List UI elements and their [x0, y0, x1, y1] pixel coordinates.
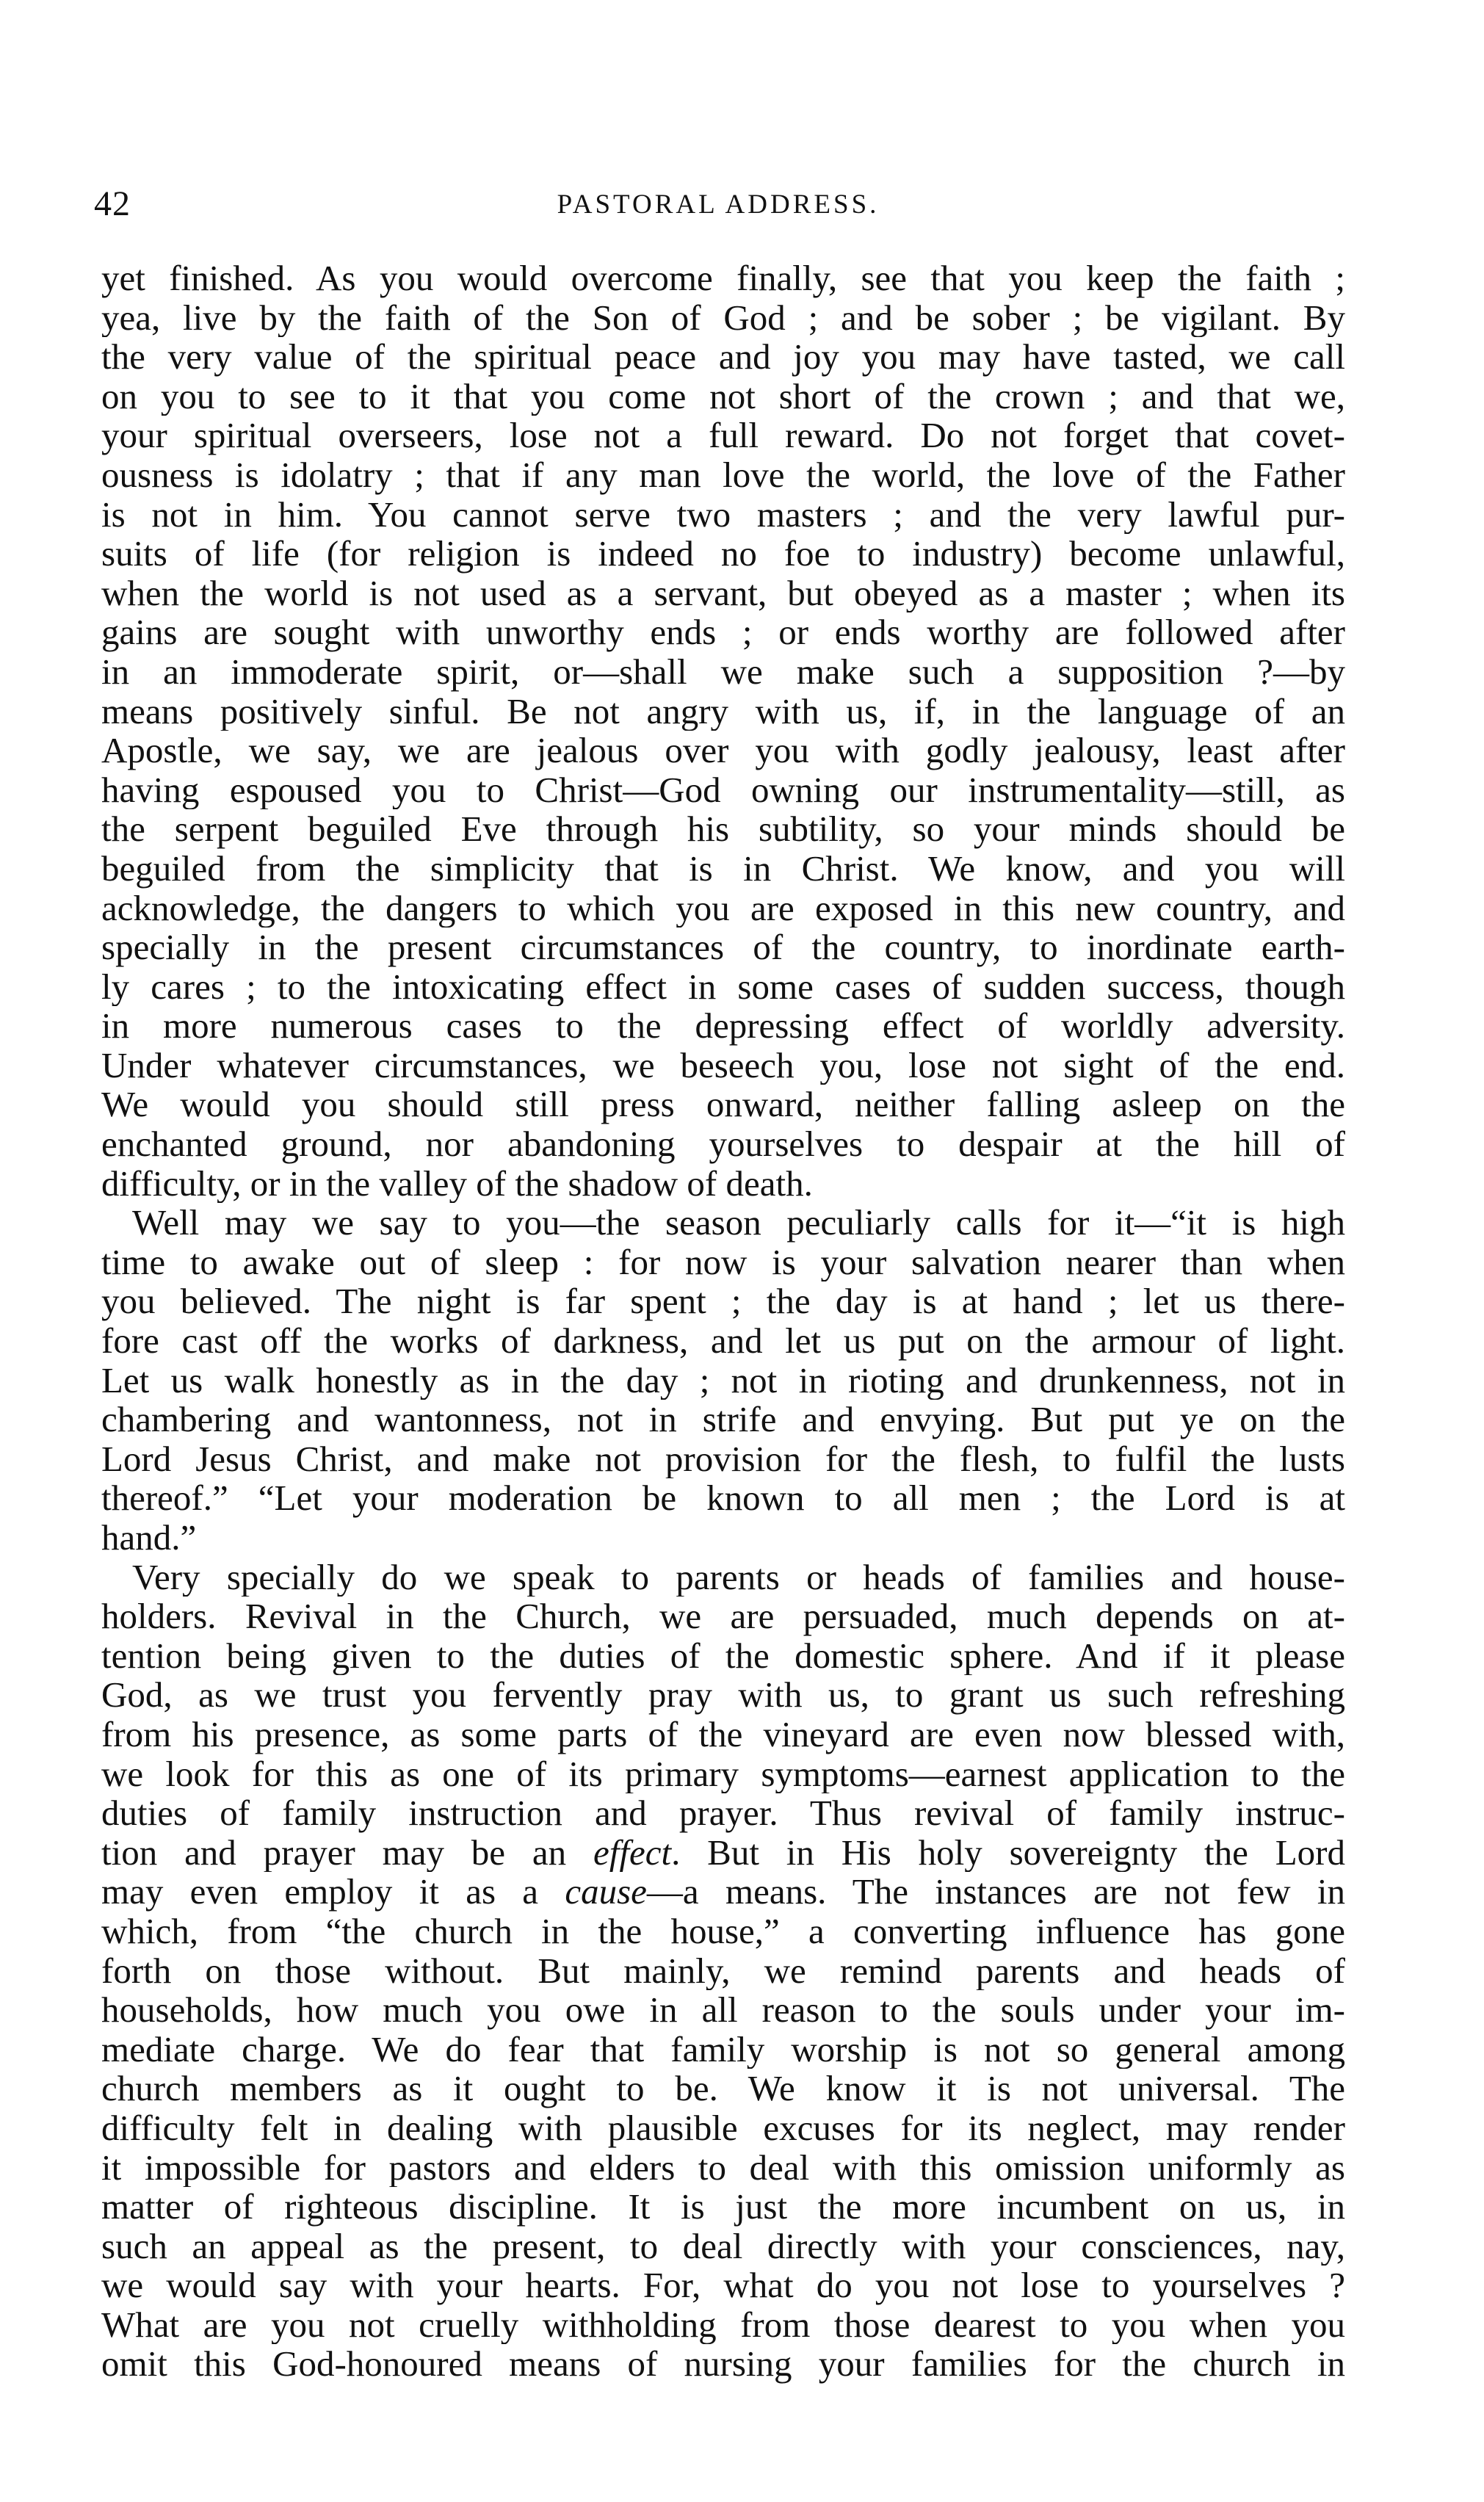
- paragraph-start-line: Well may we say to you—the season peculiarly calls for it—“it is high: [132, 1203, 1345, 1243]
- text-line: in more numerous cases to the depressing effect of worldly adversity.: [101, 1006, 1345, 1046]
- text-line: which, from “the church in the house,” a converting influence has gone: [101, 1911, 1345, 1951]
- text-line: Apostle, we say, we are jealous over you with godly jealousy, least after: [101, 731, 1345, 770]
- text-line: the serpent beguiled Eve through his subtility, so your minds should be: [101, 809, 1345, 849]
- text-line: matter of righteous discipline. It is just the more incumbent on us, in: [101, 2187, 1345, 2227]
- text-line: chambering and wantonness, not in strife and envying. But put ye on the: [101, 1400, 1345, 1439]
- text-line: you believed. The night is far spent ; the day is at hand ; let us there-: [101, 1281, 1345, 1322]
- text-line: We would you should still press onward, neither falling asleep on the: [101, 1085, 1345, 1125]
- text-line: we would say with your hearts. For, what do you not lose to yourselves ?: [101, 2266, 1345, 2305]
- text-line: omit this God-honoured means of nursing your families for the church in: [101, 2344, 1345, 2385]
- text-line: What are you not cruelly withholding from those dearest to you when you: [101, 2304, 1345, 2345]
- running-title: PASTORAL ADDRESS.: [557, 189, 880, 220]
- text-line: time to awake out of sleep : for now is your salvation nearer than when: [101, 1242, 1345, 1282]
- text-line: from his presence, as some parts of the vineyard are even now blessed with,: [101, 1714, 1345, 1754]
- text-line: the very value of the spiritual peace and joy you may have tasted, we call: [101, 337, 1345, 377]
- text-line: ly cares ; to the intoxicating effect in some cases of sudden success, though: [101, 966, 1345, 1007]
- text-line: holders. Revival in the Church, we are persuaded, much depends on at-: [101, 1597, 1345, 1636]
- text-line: gains are sought with unworthy ends ; or ends worthy are followed after: [101, 612, 1345, 652]
- text-line: church members as it ought to be. We know it is not universal. The: [101, 2069, 1345, 2108]
- text-line: on you to see to it that you come not short of the crown ; and that we,: [101, 376, 1345, 416]
- text-line: means positively sinful. Be not angry with us, if, in the language of an: [101, 691, 1345, 731]
- text-line: difficulty felt in dealing with plausible excuses for its neglect, may render: [101, 2108, 1345, 2148]
- text-line: your spiritual overseers, lose not a full reward. Do not forget that covet-: [101, 416, 1345, 455]
- text-line: mediate charge. We do fear that family worship is not so general among: [101, 2029, 1345, 2069]
- text-line: Let us walk honestly as in the day ; not in rioting and drunkenness, not in: [101, 1360, 1345, 1400]
- page-number: 42: [94, 184, 131, 223]
- text-line: difficulty, or in the valley of the shadow of death.: [101, 1163, 813, 1204]
- text-line: Under whatever circumstances, we beseech you, lose not sight of the end.: [101, 1045, 1345, 1085]
- text-line: is not in him. You cannot serve two masters ; and the very lawful pur-: [101, 494, 1345, 535]
- text-line: God, as we trust you fervently pray with us, to grant us such refreshing: [101, 1675, 1345, 1715]
- text-line: acknowledge, the dangers to which you are exposed in this new country, and: [101, 888, 1345, 928]
- paragraph-start-line: Very specially do we speak to parents or heads of families and house-: [132, 1557, 1345, 1597]
- text-line: having espoused you to Christ—God owning our instrumentality—still, as: [101, 770, 1345, 810]
- page-header: [94, 182, 1342, 226]
- text-line: specially in the present circumstances of the country, to inordinate earth-: [101, 928, 1345, 967]
- text-line: suits of life (for religion is indeed no foe to industry) become unlawful,: [101, 534, 1345, 574]
- text-line: Lord Jesus Christ, and make not provision for the flesh, to fulfil the lusts: [101, 1439, 1345, 1479]
- text-line: beguiled from the simplicity that is in Christ. We know, and you will: [101, 848, 1345, 889]
- text-line: it impossible for pastors and elders to deal with this omission uniformly as: [101, 2147, 1345, 2188]
- body-text: [101, 258, 1345, 2384]
- text-line: we look for this as one of its primary symptoms—earnest application to the: [101, 1754, 1345, 1794]
- text-line: may even employ it as a cause—a means. The instances are not few in: [101, 1872, 1345, 1912]
- text-line: thereof.” “Let your moderation be known to all men ; the Lord is at: [101, 1478, 1345, 1518]
- text-line: hand.”: [101, 1518, 197, 1558]
- text-line: in an immoderate spirit, or—shall we make such a supposition ?—by: [101, 651, 1345, 692]
- text-line: yet finished. As you would overcome finally, see that you keep the faith ;: [101, 258, 1345, 298]
- text-line: households, how much you owe in all reason to the souls under your im-: [101, 1990, 1345, 2030]
- text-line: forth on those without. But mainly, we remind parents and heads of: [101, 1950, 1345, 1991]
- text-line: enchanted ground, nor abandoning yourselves to despair at the hill of: [101, 1124, 1345, 1164]
- text-line: fore cast off the works of darkness, and let us put on the armour of light.: [101, 1321, 1345, 1361]
- text-line: tention being given to the duties of the domestic sphere. And if it please: [101, 1635, 1345, 1676]
- text-line: such an appeal as the present, to deal directly with your consciences, nay,: [101, 2226, 1345, 2266]
- text-line: yea, live by the faith of the Son of God ; and be sober ; be vigilant. By: [101, 297, 1345, 338]
- text-line: when the world is not used as a servant, but obeyed as a master ; when its: [101, 573, 1345, 613]
- text-line: ousness is idolatry ; that if any man love the world, the love of the Father: [101, 455, 1345, 495]
- text-line: duties of family instruction and prayer. Thus revival of family instruc-: [101, 1793, 1345, 1833]
- text-line: tion and prayer may be an effect. But in His holy sovereignty the Lord: [101, 1832, 1345, 1873]
